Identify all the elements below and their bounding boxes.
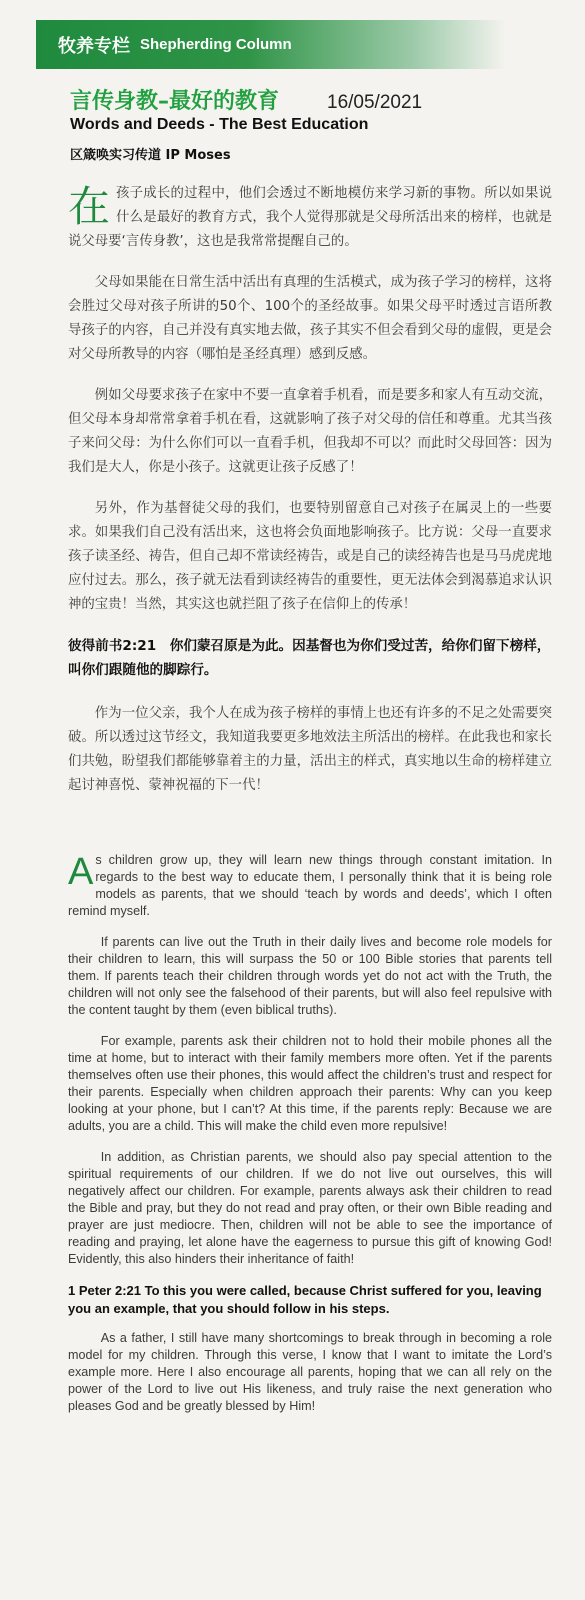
article-author: 区箴唤实习传道 IP Moses: [70, 148, 231, 163]
en-paragraph-2: If parents can live out the Truth in their daily lives and become role models for their children to learn, this will surpass the 50 or 100 Bible stories that parents tell them. If parents teach their children through words yet do not act with the Truth, the children will not only see the falsehood of their parents, but will also feel repulsive with the content taught by them (even biblical truths).: [68, 935, 552, 1017]
en-paragraph-3: For example, parents ask their children not to hold their mobile phones all the time at home, but to interact with their family members more often. Yet if the parents themselves often use their phones, this would affect the children’s trust and respect for their parents. Especially when children approach their parents: Why can you keep looking at your phone, but I can’t? At this time, if the parents reply: Because we are adults, you are a child. This will make the child even more repulsive!: [68, 1034, 552, 1133]
en-paragraph-1-text: s children grow up, they will learn new things through constant imitation. In regards to the best way to educate them, I personally think that it is being role models as parents, that we should ‘teach by words and deeds’, which I often remind myself.: [68, 853, 552, 918]
chinese-article-body: [68, 182, 552, 815]
column-header-bar: [36, 20, 506, 69]
en-bible-verse: 1 Peter 2:21 To this you were called, because Christ suffered for you, leaving you an example, that you should follow in his steps.: [68, 1283, 542, 1316]
en-paragraph-5: As a father, I still have many shortcomings to break through in becoming a role model for my children. Through this verse, I know that I want to imitate the Lord’s example more. Here I also encourage all parents, hoping that we can all rely on the power of the Lord to live out His likeness, and truly raise the next generation who pleases God and be greatly blessed by Him!: [68, 1331, 552, 1413]
column-name-en: Shepherding Column: [140, 36, 292, 53]
cn-paragraph-1-text: 孩子成长的过程中，他们会透过不断地模仿来学习新的事物。所以如果说什么是最好的教育方式，我个人觉得那就是父母所活出来的榜样，也就是说父母要‘言传身教’，这也是我常常提醒自己的。: [68, 186, 552, 249]
cn-paragraph-1: [68, 182, 552, 254]
english-article-body: [68, 852, 552, 1429]
en-dropcap: A: [68, 851, 94, 893]
cn-paragraph-4: 另外，作为基督徒父母的我们，也要特别留意自己对孩子在属灵上的一些要求。如果我们自己没有活出来，这也将会负面地影响孩子。比方说：父母一直要求孩子读圣经、祷告，但自己却不常读经祷告，或是自己的读经祷告也是马马虎虎地应付过去。那么，孩子就无法看到读经祷告的重要性，更无法体会到渴慕追求认识神的宝贵！当然，其实这也就拦阻了孩子在信仰上的传承！: [68, 501, 552, 612]
article-title-en: Words and Deeds - The Best Education: [70, 116, 369, 133]
cn-bible-verse: 彼得前书2:21 你们蒙召原是为此。因基督也为你们受过苦，给你们留下榜样，叫你们跟随他的脚踪行。: [68, 638, 551, 678]
cn-paragraph-2: 父母如果能在日常生活中活出有真理的生活模式，成为孩子学习的榜样，这将会胜过父母对孩子所讲的50个、100个的圣经故事。如果父母平时透过言语所教导孩子的内容，自己并没有真实地去做，孩子其实不但会看到父母的虚假，更是会对父母所教导的内容（哪怕是圣经真理）感到反感。: [68, 275, 552, 362]
cn-paragraph-5: 作为一位父亲，我个人在成为孩子榜样的事情上也还有许多的不足之处需要突破。所以透过这节经文，我知道我要更多地效法主所活出的榜样。在此我也和家长们共勉，盼望我们都能够靠着主的力量，活出主的样式，真实地以生命的榜样建立起讨神喜悦、蒙神祝福的下一代！: [68, 706, 552, 793]
article-date: 16/05/2021: [327, 92, 423, 113]
column-name-cn: 牧养专栏: [58, 35, 130, 57]
cn-dropcap: 在: [68, 182, 111, 231]
en-paragraph-1: [68, 852, 552, 920]
title-row: [70, 84, 530, 115]
en-paragraph-4: In addition, as Christian parents, we should also pay special attention to the spiritual requirements of our children. If we do not live out ourselves, this will negatively affect our children. For example, parents always ask their children to read the Bible and pray, but they do not read and pray often, or their own Bible reading and prayer are just mediocre. Then, children will not be able to see the importance of reading and praying, let alone have the eagerness to pursue this gift of knowing God! Evidently, this also hinders their inheritance of faith!: [68, 1150, 552, 1266]
article-title-cn: 言传身教–最好的教育: [70, 89, 280, 114]
cn-paragraph-3: 例如父母要求孩子在家中不要一直拿着手机看，而是要多和家人有互动交流，但父母本身却常常拿着手机在看，这就影响了孩子对父母的信任和尊重。尤其当孩子来问父母：为什么你们可以一直看手机，但我却不可以？而此时父母回答：因为我们是大人，你是小孩子。这就更让孩子反感了！: [68, 388, 552, 475]
